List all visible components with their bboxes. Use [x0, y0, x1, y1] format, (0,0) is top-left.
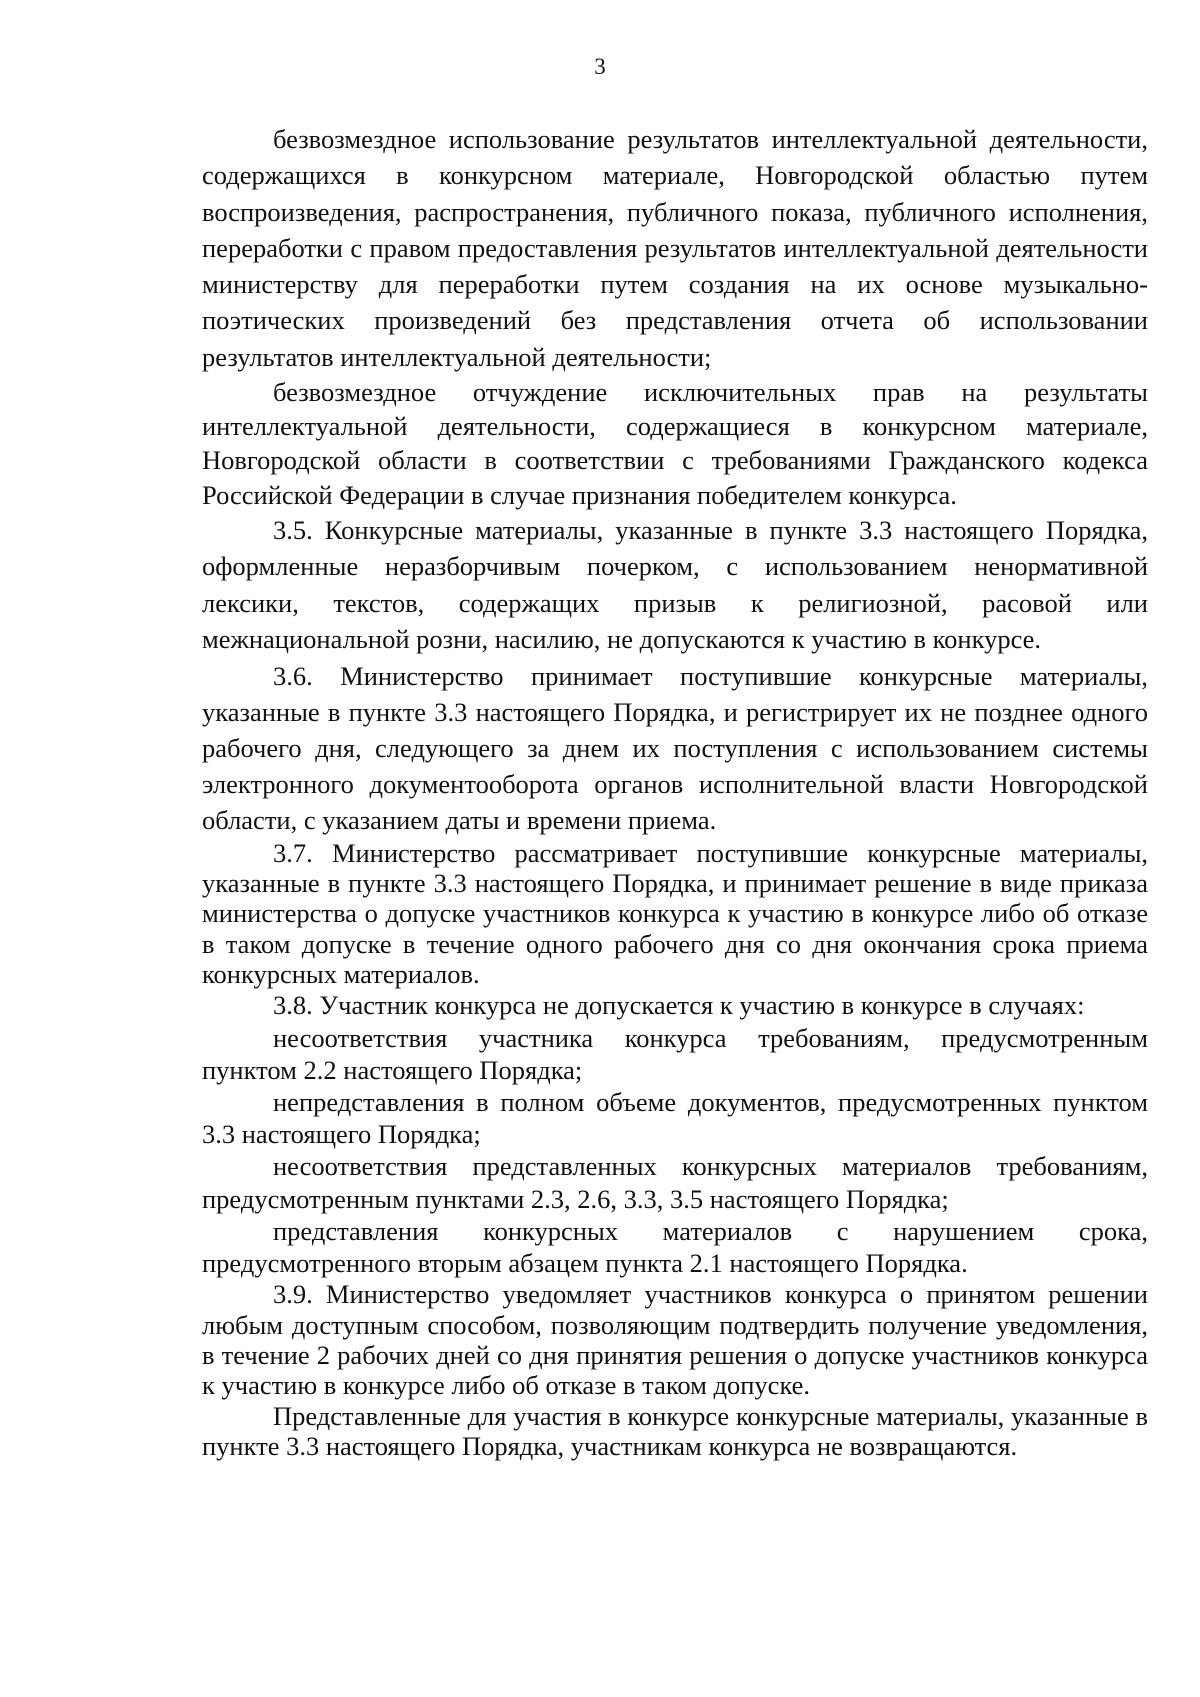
- paragraph-3-9: 3.9. Министерство уведомляет участников конкурса о принятом решении любым доступным способом, позволяющим подтвердить получение уведомления, в течение 2 рабочих дней со дня принятия решения о допуске участников конкурса к участию в конкурсе либо об отказе в таком допуске.: [202, 1279, 1148, 1401]
- paragraph-3-8-item-1: несоответствия участника конкурса требованиям, предусмотренным пунктом 2.2 настоящего Порядка;: [202, 1022, 1148, 1085]
- paragraph-3-5: 3.5. Конкурсные материалы, указанные в пункте 3.3 настоящего Порядка, оформленные неразборчивым почерком, с использованием ненормативной лексики, текстов, содержащих призыв к религиозной, расовой или межнациональной розни, насилию, не допускаются к участию в конкурсе.: [202, 514, 1148, 655]
- paragraph-3-7: 3.7. Министерство рассматривает поступившие конкурсные материалы, указанные в пункте 3.3 настоящего Порядка, и принимает решение в виде приказа министерства о допуске участников конкурса к участию в конкурсе либо об отказе в таком допуске в течение одного рабочего дня со дня окончания срока приема конкурсных материалов.: [202, 837, 1148, 990]
- paragraph-3-8: 3.8. Участник конкурса не допускается к участию в конкурсе в случаях:: [273, 990, 1085, 1021]
- paragraph-3-8-item-3: несоответствия представленных конкурсных материалов требованиям, предусмотренным пунктами 2.3, 2.6, 3.3, 3.5 настоящего Порядка;: [202, 1151, 1148, 1214]
- paragraph-rights-alienation: безвозмездное отчуждение исключительных прав на результаты интеллектуальной деятельности, содержащиеся в конкурсном материале, Новгородской области в соответствии с требованиями Гражданского кодекса Российской Федерации в случае признания победителем конкурса.: [202, 377, 1148, 510]
- paragraph-3-8-item-4: представления конкурсных материалов с нарушением срока, предусмотренного вторым абзацем пункта 2.1 настоящего Порядка.: [202, 1215, 1148, 1278]
- paragraph-3-6: 3.6. Министерство принимает поступившие конкурсные материалы, указанные в пункте 3.3 настоящего Порядка, и регистрирует их не позднее одного рабочего дня, следующего за днем их поступления с использованием системы электронного документооборота органов исполнительной власти Новгородской области, с указанием даты и времени приема.: [202, 660, 1148, 835]
- document-body: [202, 121, 1148, 1462]
- paragraph-3-8-item-2: непредставления в полном объеме документов, предусмотренных пунктом 3.3 настоящего Порядка;: [202, 1086, 1148, 1150]
- paragraph-rights-use: безвозмездное использование результатов интеллектуальной деятельности, содержащихся в конкурсном материале, Новгородской областью путем воспроизведения, распространения, публичного показа, публичного исполнения, переработки с правом предоставления результатов интеллектуальной деятельности министерству для переработки путем создания на их основе музыкально-поэтических произведений без представления отчета об использовании результатов интеллектуальной деятельности;: [202, 124, 1148, 372]
- paragraph-materials-not-returned: Представленные для участия в конкурсе конкурсные материалы, указанные в пункте 3.3 настоящего Порядка, участникам конкурса не возвращаются.: [202, 1400, 1148, 1462]
- page-number: 3: [594, 54, 606, 79]
